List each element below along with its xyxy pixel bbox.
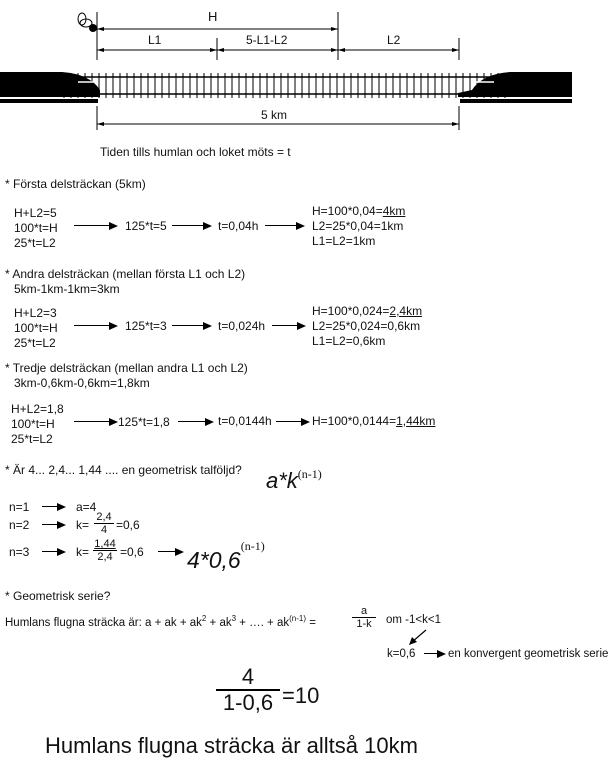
s2-arrow-1 — [74, 322, 118, 330]
s1-eq1: H+L2=5 — [14, 206, 57, 220]
geo-n2-den: 4 — [100, 524, 108, 537]
geo-n3-k: k= — [76, 545, 90, 559]
geo-arrow-n3 — [42, 548, 66, 556]
series-term-3: + ak — [206, 616, 232, 629]
series-prefix: Humlans flugna sträcka är: a + ak + ak — [5, 616, 202, 629]
h-label: H — [208, 9, 218, 24]
geo-n1: n=1 — [9, 500, 30, 514]
geo-n3: n=3 — [9, 545, 30, 559]
s3-arrow-3 — [276, 418, 310, 426]
s1-time: t=0,04h — [218, 219, 259, 233]
distance-label: 5 km — [261, 108, 288, 122]
series-exp-3: 3 — [231, 614, 237, 623]
geo-formula — [266, 468, 322, 493]
series-condition: om -1<k<1 — [386, 614, 441, 626]
s3-combined: 125*t=1,8 — [118, 415, 170, 429]
s1-eq3: 25*t=L2 — [14, 236, 56, 250]
s3-subtitle: 3km-0,6km-0,6km=1,8km — [14, 376, 150, 390]
s3-r1-prefix: H=100*0,0144= — [312, 414, 397, 428]
section-3-title: * Tredje delsträckan (mellan andra L1 och L2) — [5, 361, 248, 375]
series-k-value: k=0,6 — [387, 648, 416, 660]
s3-eq1: H+L2=1,8 — [11, 402, 64, 416]
geo-n2-fraction — [94, 511, 114, 536]
series-equals: = — [306, 616, 316, 629]
s2-result-3: L1=L2=0,6km — [312, 334, 386, 348]
geo-arrow-big — [158, 548, 184, 556]
series-exp-2: 2 — [201, 614, 207, 623]
s2-r1-prefix: H=100*0,024= — [312, 304, 390, 318]
geo-big-base: 4*0,6 — [187, 547, 241, 573]
s2-arrow-2 — [172, 322, 212, 330]
series-dots: + …. + ak — [236, 616, 290, 629]
geo-n3-num: 1,44 — [94, 538, 116, 550]
s3-time: t=0,0144h — [218, 414, 272, 428]
s2-time: t=0,024h — [218, 319, 266, 333]
mid-label: 5-L1-L2 — [246, 33, 288, 47]
bumblebee-icon — [78, 13, 97, 32]
series-fraction — [352, 605, 376, 630]
final-num: 4 — [241, 664, 255, 689]
s2-result-1 — [312, 305, 422, 319]
s1-eq2: 100*t=H — [14, 221, 58, 235]
geo-n3-den: 2,4 — [97, 551, 113, 564]
series-k-arrow — [424, 650, 446, 658]
s1-result-1 — [312, 205, 405, 219]
s2-arrow-3 — [272, 322, 306, 330]
series-frac-num: a — [360, 605, 368, 617]
s1-result-2: L2=25*0,04=1km — [312, 219, 404, 233]
s3-result-1 — [312, 415, 435, 429]
final-den: 1-0,6 — [222, 689, 274, 715]
geo-arrow-n1 — [42, 503, 66, 511]
section-1-title: * Första delsträckan (5km) — [5, 177, 146, 191]
section-2-title: * Andra delsträckan (mellan första L1 och L2) — [5, 267, 246, 281]
l1-label: L1 — [148, 33, 162, 47]
s1-combined: 125*t=5 — [125, 219, 167, 233]
final-conclusion: Humlans flugna sträcka är alltså 10km — [45, 733, 418, 758]
s2-eq3: 25*t=L2 — [14, 336, 56, 350]
series-line — [5, 614, 316, 630]
geo-n1-result: a=4 — [76, 500, 97, 514]
geo-big-exp: (n-1) — [240, 539, 265, 553]
final-fraction — [216, 665, 280, 715]
geo-n2-k: k= — [76, 518, 90, 532]
s3-arrow-2 — [178, 418, 214, 426]
s1-r1-value: 4km — [382, 204, 406, 218]
s2-subtitle: 5km-1km-1km=3km — [14, 282, 120, 296]
series-frac-den: 1-k — [356, 618, 372, 631]
s2-combined: 125*t=3 — [125, 319, 167, 333]
series-k-note: en konvergent geometrisk serie — [448, 648, 608, 660]
series-exp-n: (n-1) — [289, 614, 307, 623]
series-note-arrow — [404, 628, 434, 648]
s2-result-2: L2=25*0,024=0,6km — [312, 319, 421, 333]
geo-n2: n=2 — [9, 518, 30, 532]
geo-formula-base: a*k — [266, 468, 298, 493]
geo-n2-num: 2,4 — [96, 511, 112, 523]
s1-result-3: L1=L2=1km — [312, 234, 376, 248]
s3-eq2: 100*t=H — [11, 417, 55, 431]
railway-track — [60, 73, 512, 98]
geo-n3-fraction — [93, 538, 117, 563]
s2-eq1: H+L2=3 — [14, 306, 57, 320]
s3-eq3: 25*t=L2 — [11, 432, 53, 446]
s1-arrow-1 — [74, 222, 118, 230]
s1-r1-prefix: H=100*0,04= — [312, 204, 383, 218]
geo-n3-result: =0,6 — [120, 545, 144, 559]
s3-arrow-1 — [74, 418, 118, 426]
s1-arrow-2 — [172, 222, 212, 230]
geo-arrow-n2 — [42, 521, 66, 529]
geo-big-formula — [187, 540, 265, 573]
final-result: =10 — [282, 683, 320, 708]
geo-n2-result: =0,6 — [116, 518, 140, 532]
s1-arrow-3 — [265, 222, 305, 230]
s3-r1-value: 1,44km — [396, 414, 436, 428]
l2-label: L2 — [387, 33, 401, 47]
geo-formula-exp: (n-1) — [297, 467, 322, 481]
diagram-caption: Tiden tills humlan och loket möts = t — [100, 145, 291, 159]
s2-r1-value: 2,4km — [389, 304, 423, 318]
series-title: * Geometrisk serie? — [5, 589, 111, 603]
s2-eq2: 100*t=H — [14, 321, 58, 335]
geo-question: * Är 4... 2,4... 1,44 .... en geometrisk talföljd? — [5, 463, 242, 477]
